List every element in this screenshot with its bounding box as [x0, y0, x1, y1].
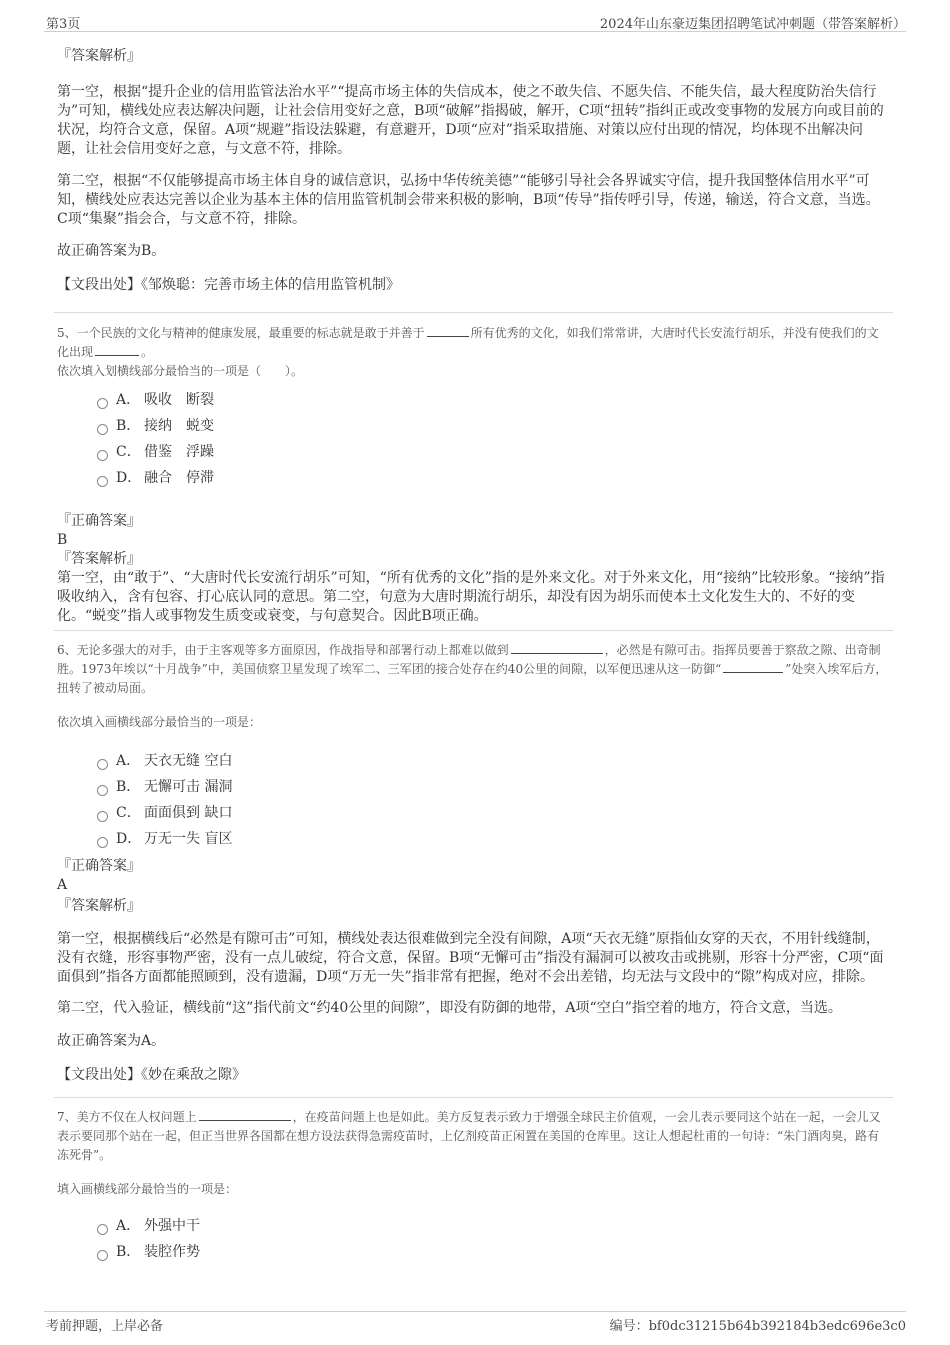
answer-conclusion: 故正确答案为B。: [57, 243, 166, 259]
stem-text: 6、无论多强大的对手，由于主客观等多方面原因，作战指导和部署行动上都难以做到: [57, 643, 509, 657]
page-number: 第3页: [46, 17, 81, 32]
radio-button-icon[interactable]: [97, 398, 108, 409]
option-text: 外强中干: [144, 1218, 200, 1234]
fill-blank: [511, 652, 603, 654]
main-content: [57, 44, 890, 1265]
question-divider: [54, 312, 893, 313]
option-label: C．: [116, 805, 141, 821]
option-list: [57, 748, 890, 852]
option-label: A．: [116, 753, 141, 769]
option-text: 接纳 蜕变: [144, 418, 214, 434]
option-label: D．: [116, 470, 142, 486]
radio-button-icon[interactable]: [97, 785, 108, 796]
radio-button-icon[interactable]: [97, 424, 108, 435]
option-b[interactable]: [97, 413, 890, 439]
radio-button-icon[interactable]: [97, 450, 108, 461]
stem-text: ”处突入埃军后方，扭转了被动局面。: [57, 662, 888, 695]
option-list: [57, 1213, 890, 1265]
stem-text: 。: [141, 345, 154, 359]
footer-slogan: 考前押题，上岸必备: [46, 1319, 164, 1334]
correct-answer-label: 『正确答案』: [57, 513, 141, 529]
correct-answer-label: 『正确答案』: [57, 858, 141, 874]
analysis-paragraph: 第二空，代入验证，横线前“这”指代前文“约40公里的间隙”，即没有防御的地带，A项“空白”指空着的地方，符合文意，当选。: [57, 1000, 842, 1016]
stem-text: 7、美方不仅在人权问题上: [57, 1110, 197, 1124]
question-divider: [54, 630, 893, 631]
radio-button-icon[interactable]: [97, 811, 108, 822]
source-citation: 【文段出处】《妙在乘敌之隙》: [57, 1067, 246, 1083]
analysis-paragraph: 第一空，由“敢于”、“大唐时代长安流行胡乐”可知，“所有优秀的文化”指的是外来文化。对于外来文化，用“接纳”比较形象。“接纳”指吸收纳入，含有包容、打心底认同的意思。第二空，句意为大唐时期流行胡乐，却没有因为胡乐而使本土文化发生大的、不好的变化。“蜕变”指人或事物发生质变或衰变，与句意契合。因此B项正确。: [57, 570, 885, 624]
fill-blank: [723, 671, 783, 673]
option-c[interactable]: [97, 439, 890, 465]
option-list: [57, 387, 890, 491]
option-text: 面面俱到 缺口: [144, 805, 233, 821]
option-text: 无懈可击 漏洞: [144, 779, 233, 795]
radio-button-icon[interactable]: [97, 476, 108, 487]
analysis-paragraph: 第一空，根据“提升企业的信用监管法治水平”“提高市场主体的失信成本，使之不敢失信、不愿失信、不能失信，最大程度防治失信行为”可知，横线处应表达解决问题，让社会信用变好之意，B项“破解”指揭破，解开，C项“扭转”指纠正或改变事物的发展方向或目前的状况，均符合文意，保留。A项“规避”指设法躲避，有意避开，D项“应对”指采取措施、对策以应付出现的情况，均体现不出解决问题，让社会信用变好之意，与文意不符，排除。: [57, 84, 884, 157]
option-text: 吸收 断裂: [144, 392, 214, 408]
option-a[interactable]: [97, 1213, 890, 1239]
option-text: 天衣无缝 空白: [144, 753, 233, 769]
option-label: C．: [116, 444, 141, 460]
option-b[interactable]: [97, 774, 890, 800]
question-stem: [57, 1108, 890, 1165]
option-text: 借鉴 浮躁: [144, 444, 214, 460]
answer-analysis-label: 『答案解析』: [57, 898, 141, 914]
radio-button-icon[interactable]: [97, 1224, 108, 1235]
page-footer: [0, 1305, 950, 1345]
option-text: 装腔作势: [144, 1244, 200, 1260]
option-c[interactable]: [97, 800, 890, 826]
header-divider: [44, 31, 906, 32]
analysis-paragraph: 第一空，根据横线后“必然是有隙可击”可知，横线处表达很难做到完全没有间隙，A项“天衣无缝”原指仙女穿的天衣，不用针线缝制，没有衣缝，形容事物严密，没有一点儿破绽，符合文意，保留。B项“无懈可击”指没有漏洞可以被攻击或挑剔，形容十分严密，C项“面面俱到”指各方面都能照顾到，没有遗漏，D项“万无一失”指非常有把握，绝对不会出差错，均无法与文段中的“隙”构成对应，排除。: [57, 931, 884, 985]
page-header: [0, 0, 950, 32]
option-d[interactable]: [97, 465, 890, 491]
question-stem: [57, 641, 890, 698]
document-title: 2024年山东豪迈集团招聘笔试冲刺题（带答案解析）: [599, 17, 906, 32]
option-label: B．: [116, 1244, 141, 1260]
option-text: 融合 停滞: [144, 470, 214, 486]
analysis-paragraph: 第二空，根据“不仅能够提高市场主体自身的诚信意识，弘扬中华传统美德”“能够引导社会各界诚实守信，提升我国整体信用水平”可知，横线处应表达完善以企业为基本主体的信用监管机制会带来积极的影响，B项“传导”指传呼引导，传递，输送，符合文意，当选。C项“集聚”指会合，与文意不符，排除。: [57, 173, 880, 227]
footer-divider: [44, 1311, 906, 1312]
option-label: D．: [116, 831, 142, 847]
option-text: 万无一失 盲区: [144, 831, 233, 847]
question-instruction: 填入画横线部分最恰当的一项是：: [57, 1182, 238, 1196]
stem-text: 5、一个民族的文化与精神的健康发展，最重要的标志就是敢于并善于: [57, 326, 425, 340]
option-label: A．: [116, 1218, 141, 1234]
radio-button-icon[interactable]: [97, 759, 108, 770]
option-b[interactable]: [97, 1239, 890, 1265]
question-divider: [54, 1097, 893, 1098]
fill-blank: [427, 335, 469, 337]
source-citation: 【文段出处】《邹焕聪：完善市场主体的信用监管机制》: [57, 277, 400, 293]
answer-analysis-label: 『答案解析』: [57, 551, 141, 567]
option-a[interactable]: [97, 748, 890, 774]
answer-conclusion: 故正确答案为A。: [57, 1033, 166, 1049]
question-instruction: 依次填入划横线部分最恰当的一项是（ ）。: [57, 364, 304, 378]
radio-button-icon[interactable]: [97, 1250, 108, 1261]
stem-text: ，必然是有隙可击。指挥员要善于察敌之隙、出奇制胜。1973年埃以“十月战争”中，美国侦察卫星发现了埃军二、三军团的接合处存在约40公里的间隙，以军便迅速从这一防御“: [57, 643, 881, 676]
correct-answer: A: [57, 877, 68, 893]
document-id: 编号：bf0dc31215b64b392184b3edc696e3c0: [609, 1319, 906, 1334]
stem-text: ，在疫苗问题上也是如此。美方反复表示致力于增强全球民主价值观，一会儿表示要同这个站在一起，一会儿又表示要同那个站在一起，但正当世界各国都在想方设法获得急需疫苗时，上亿剂疫苗正闲置在美国的仓库里。这让人想起杜甫的一句诗：“朱门酒肉臭，路有冻死骨”。: [57, 1110, 881, 1162]
correct-answer: B: [57, 532, 68, 548]
question-stem: [57, 324, 890, 362]
stem-text: 所有优秀的文化，如我们常常讲，大唐时代长安流行胡乐，并没有使我们的文化出现: [57, 326, 879, 359]
option-a[interactable]: [97, 387, 890, 413]
fill-blank: [95, 354, 139, 356]
option-label: A．: [116, 392, 141, 408]
option-label: B．: [116, 779, 141, 795]
option-d[interactable]: [97, 826, 890, 852]
option-label: B．: [116, 418, 141, 434]
question-instruction: 依次填入画横线部分最恰当的一项是：: [57, 715, 262, 729]
fill-blank: [199, 1119, 291, 1121]
radio-button-icon[interactable]: [97, 837, 108, 848]
answer-analysis-label: 『答案解析』: [57, 48, 141, 64]
